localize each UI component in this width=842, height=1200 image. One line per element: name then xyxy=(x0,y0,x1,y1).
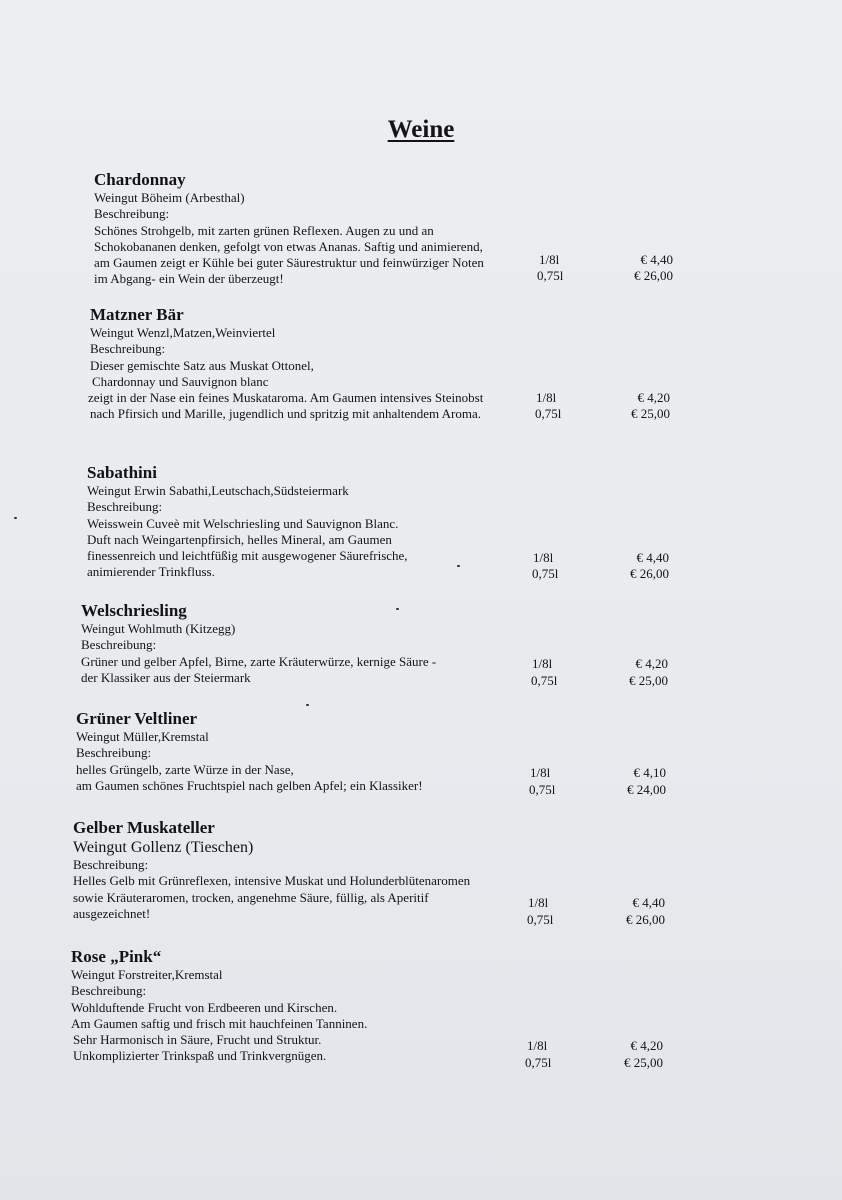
price-glass: € 4,20 xyxy=(637,390,670,405)
price-bottle: € 26,00 xyxy=(634,268,673,283)
size-glass: 1/8l xyxy=(539,252,560,267)
description-line: nach Pfirsich und Marille, jugendlich und spritzig mit anhaltendem Aroma. xyxy=(90,406,481,422)
description-line: Duft nach Weingartenpfirsich, helles Mineral, am Gaumen xyxy=(87,531,392,547)
description-label: Beschreibung: xyxy=(76,745,152,761)
price-glass: € 4,20 xyxy=(630,1038,663,1053)
description-label: Beschreibung: xyxy=(71,983,147,999)
description-label: Beschreibung: xyxy=(87,499,163,515)
description-line: finessenreich und leichtfüßig mit ausgewogener Säurefrische, xyxy=(87,548,408,564)
wine-name: Welschriesling xyxy=(81,601,187,620)
description-line: Helles Gelb mit Grünreflexen, intensive Muskat und Holunderblütenaromen xyxy=(73,873,471,889)
wine-name: Rose „Pink“ xyxy=(71,947,162,966)
price-bottle: € 26,00 xyxy=(626,912,665,927)
paper-speck xyxy=(14,517,17,519)
size-bottle: 0,75l xyxy=(525,1055,552,1070)
winery: Weingut Böheim (Arbesthal) xyxy=(94,190,245,205)
wine-entry-welschriesling xyxy=(81,601,436,686)
wine-name: Chardonnay xyxy=(94,170,186,189)
description-label: Beschreibung: xyxy=(90,341,166,357)
price-glass: € 4,40 xyxy=(632,895,665,910)
size-glass: 1/8l xyxy=(533,550,554,565)
price-glass: € 4,40 xyxy=(636,550,669,565)
description-line: Sehr Harmonisch in Säure, Frucht und Struktur. xyxy=(73,1032,322,1048)
size-glass: 1/8l xyxy=(528,895,549,910)
size-bottle: 0,75l xyxy=(527,912,554,927)
description-line: ausgezeichnet! xyxy=(73,905,151,921)
size-bottle: 0,75l xyxy=(532,566,559,581)
description-line: Weisswein Cuveè mit Welschriesling und Sauvignon Blanc. xyxy=(87,515,399,531)
description-label: Beschreibung: xyxy=(73,857,149,872)
wine-name: Sabathini xyxy=(87,463,157,482)
wine-entry-matzner-baer xyxy=(90,305,483,423)
wine-name: Grüner Veltliner xyxy=(76,709,198,728)
size-glass: 1/8l xyxy=(536,390,557,405)
price-bottle: € 25,00 xyxy=(631,406,670,421)
price-bottle: € 26,00 xyxy=(630,566,669,581)
wine-entry-gruener-veltliner xyxy=(76,709,423,794)
wine-name: Gelber Muskateller xyxy=(73,818,215,837)
price-bottle: € 25,00 xyxy=(624,1055,663,1070)
wine-entry-gelber-muskateller xyxy=(73,818,470,922)
description-line: Dieser gemischte Satz aus Muskat Ottonel, xyxy=(90,357,314,373)
description-line: Chardonnay und Sauvignon blanc xyxy=(92,373,269,389)
wine-entry-sabathini xyxy=(87,463,408,581)
wine-name: Matzner Bär xyxy=(90,305,184,324)
paper-speck xyxy=(306,704,309,706)
wine-entry-rose-pink xyxy=(71,947,367,1065)
paper-speck xyxy=(396,608,399,610)
description-line: Wohlduftende Frucht von Erdbeeren und Kirschen. xyxy=(71,999,338,1015)
size-bottle: 0,75l xyxy=(529,782,556,797)
paper-speck xyxy=(457,565,460,567)
price-glass: € 4,20 xyxy=(635,656,668,671)
description-line: Grüner und gelber Apfel, Birne, zarte Kräuterwürze, kernige Säure - xyxy=(81,653,437,669)
price-glass: € 4,10 xyxy=(633,765,666,780)
description-label: Beschreibung: xyxy=(81,637,157,653)
size-bottle: 0,75l xyxy=(531,673,558,688)
size-glass: 1/8l xyxy=(527,1038,548,1053)
winery: Weingut Forstreiter,Kremstal xyxy=(71,967,223,982)
price-bottle: € 25,00 xyxy=(629,673,668,688)
size-bottle: 0,75l xyxy=(537,268,564,283)
description-line: am Gaumen schönes Fruchtspiel nach gelben Apfel; ein Klassiker! xyxy=(76,777,423,793)
size-bottle: 0,75l xyxy=(535,406,562,421)
price-bottle: € 24,00 xyxy=(627,782,666,797)
description-line: helles Grüngelb, zarte Würze in der Nase, xyxy=(76,761,294,777)
description-line: animierender Trinkfluss. xyxy=(87,564,215,580)
wine-entry-chardonnay xyxy=(94,170,484,288)
description-line: zeigt in der Nase ein feines Muskataroma. Am Gaumen intensives Steinobst xyxy=(88,390,484,406)
price-glass: € 4,40 xyxy=(640,252,673,267)
description-line: am Gaumen zeigt er Kühle bei guter Säurestruktur und feinwürziger Noten xyxy=(94,255,484,271)
winery: Weingut Wohlmuth (Kitzegg) xyxy=(81,621,236,636)
size-glass: 1/8l xyxy=(530,765,551,780)
description-line: Schokobananen denken, gefolgt von etwas Ananas. Saftig und animierend, xyxy=(94,238,483,254)
size-glass: 1/8l xyxy=(532,656,553,671)
winery: Weingut Wenzl,Matzen,Weinviertel xyxy=(90,325,276,340)
page-title: Weine xyxy=(387,116,455,143)
description-line: sowie Kräuteraromen, trocken, angenehme Säure, füllig, als Aperitif xyxy=(73,889,429,905)
description-label: Beschreibung: xyxy=(94,206,170,222)
description-line: im Abgang- ein Wein der überzeugt! xyxy=(94,271,284,287)
winery: Weingut Müller,Kremstal xyxy=(76,729,209,744)
description-line: Schönes Strohgelb, mit zarten grünen Reflexen. Augen zu und an xyxy=(94,222,434,238)
description-line: der Klassiker aus der Steiermark xyxy=(81,669,251,685)
winery: Weingut Erwin Sabathi,Leutschach,Südsteiermark xyxy=(87,483,349,498)
description-line: Am Gaumen saftig und frisch mit hauchfeinen Tanninen. xyxy=(71,1015,368,1031)
winery: Weingut Gollenz (Tieschen) xyxy=(73,839,254,856)
description-line: Unkomplizierter Trinkspaß und Trinkvergnügen. xyxy=(73,1048,327,1064)
